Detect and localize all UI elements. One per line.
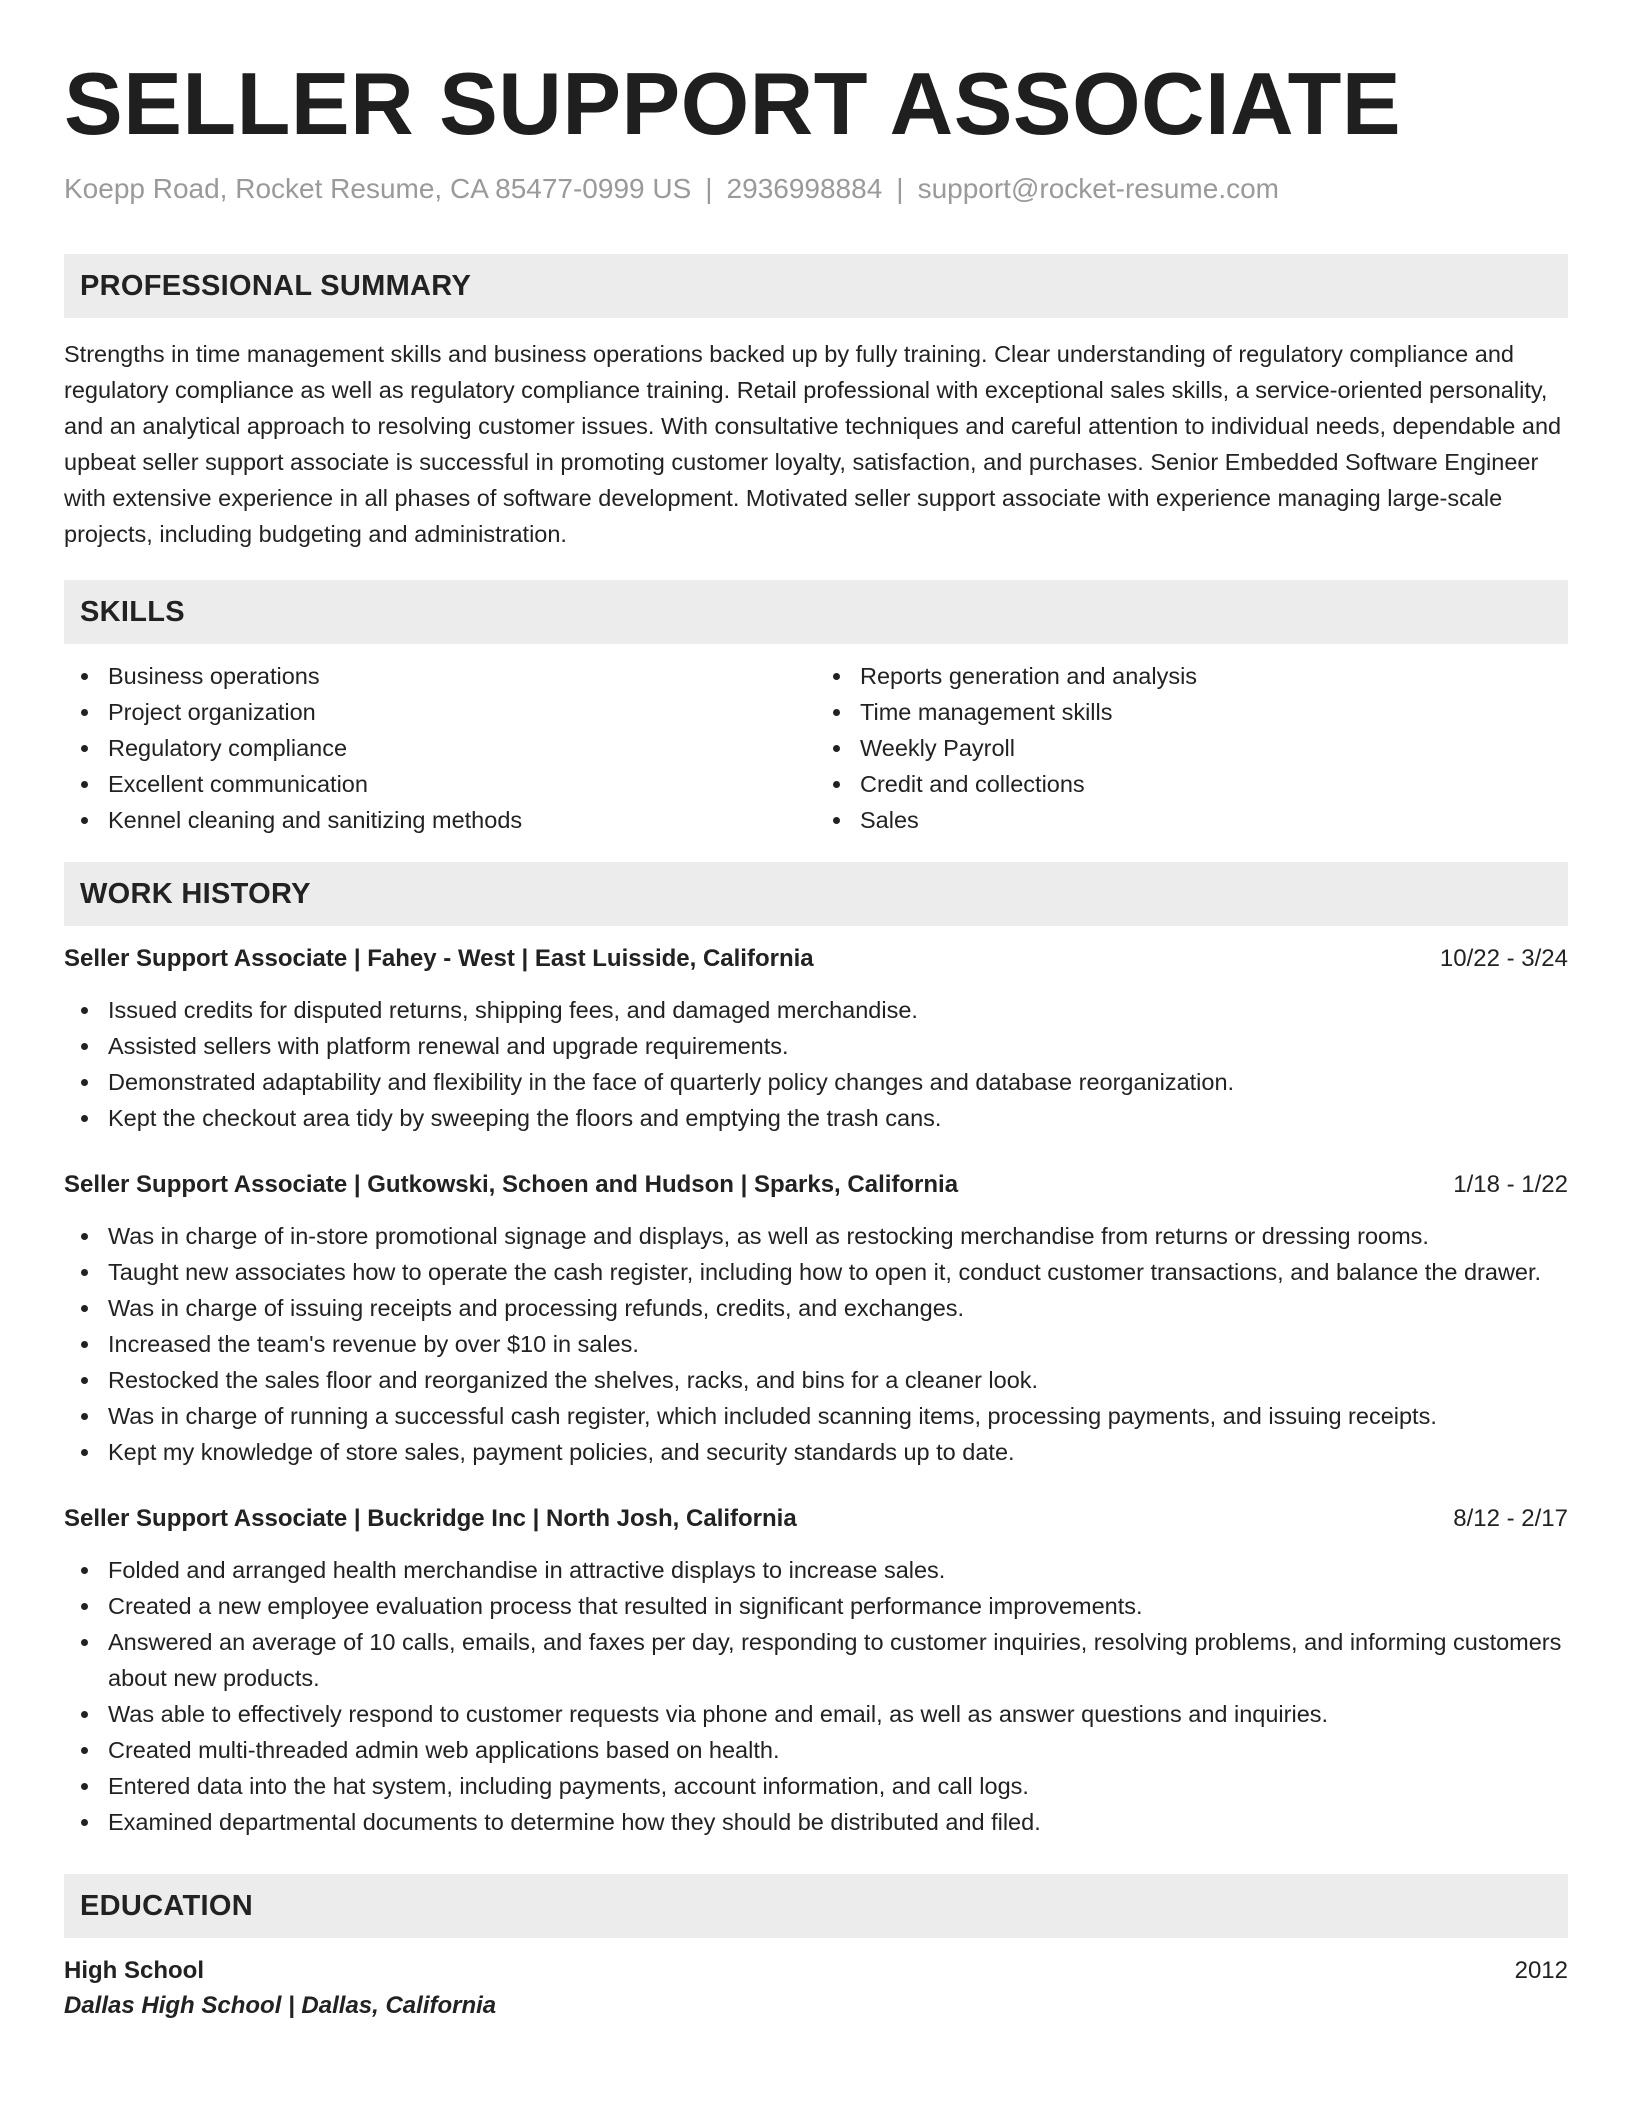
job-header: [64, 942, 1568, 976]
email: support@rocket-resume.com: [917, 173, 1279, 204]
job-bullet: Was in charge of issuing receipts and processing refunds, credits, and exchanges.: [108, 1290, 1568, 1326]
section-heading-education: EDUCATION: [64, 1874, 1568, 1938]
job-bullet: Examined departmental documents to determine how they should be distributed and filed.: [108, 1804, 1568, 1840]
job-entry: [64, 1502, 1568, 1840]
section-heading-work: WORK HISTORY: [64, 862, 1568, 926]
skill-item: Regulatory compliance: [108, 730, 816, 766]
job-title: Seller Support Associate | Gutkowski, Schoen and Hudson | Sparks, California: [64, 1171, 959, 1198]
job-bullet: Restocked the sales floor and reorganized the shelves, racks, and bins for a cleaner look.: [108, 1362, 1568, 1398]
skills-column-left: [64, 658, 816, 838]
skill-item: Reports generation and analysis: [860, 658, 1568, 694]
phone: 2936998884: [726, 173, 883, 204]
education-degree: High School: [64, 1957, 204, 1984]
job-bullet: Taught new associates how to operate the cash register, including how to open it, conduct customer transactions, and balance the drawer.: [108, 1254, 1568, 1290]
job-bullet: Kept my knowledge of store sales, payment policies, and security standards up to date.: [108, 1434, 1568, 1470]
skill-item: Excellent communication: [108, 766, 816, 802]
skills-list: [64, 658, 1568, 838]
job-bullet: Answered an average of 10 calls, emails, and faxes per day, responding to customer inquiries, resolving problems, and informing customers about new products.: [108, 1624, 1568, 1696]
contact-separator: |: [705, 173, 713, 204]
job-dates: 8/12 - 2/17: [1453, 1505, 1568, 1532]
education-year: 2012: [1514, 1957, 1568, 1984]
skills-column-right: [816, 658, 1568, 838]
skill-item: Sales: [860, 802, 1568, 838]
job-dates: 1/18 - 1/22: [1453, 1171, 1568, 1198]
job-header: [64, 1168, 1568, 1202]
skill-item: Credit and collections: [860, 766, 1568, 802]
job-bullet: Assisted sellers with platform renewal and upgrade requirements.: [108, 1028, 1568, 1064]
job-bullet: Was in charge of in-store promotional signage and displays, as well as restocking merchandise from returns or dressing rooms.: [108, 1218, 1568, 1254]
section-heading-summary: PROFESSIONAL SUMMARY: [64, 254, 1568, 318]
job-dates: 10/22 - 3/24: [1439, 945, 1568, 972]
skill-item: Weekly Payroll: [860, 730, 1568, 766]
job-bullet: Issued credits for disputed returns, shipping fees, and damaged merchandise.: [108, 992, 1568, 1028]
skill-item: Business operations: [108, 658, 816, 694]
job-bullet: Demonstrated adaptability and flexibility in the face of quarterly policy changes and database reorganization.: [108, 1064, 1568, 1100]
skill-item: Kennel cleaning and sanitizing methods: [108, 802, 816, 838]
section-heading-skills: SKILLS: [64, 580, 1568, 644]
job-bullet: Was in charge of running a successful cash register, which included scanning items, processing payments, and issuing receipts.: [108, 1398, 1568, 1434]
job-bullets: [64, 992, 1568, 1136]
job-bullet: Folded and arranged health merchandise in attractive displays to increase sales.: [108, 1552, 1568, 1588]
job-header: [64, 1502, 1568, 1536]
job-entry: [64, 1168, 1568, 1470]
job-bullet: Created multi-threaded admin web applications based on health.: [108, 1732, 1568, 1768]
skill-item: Project organization: [108, 694, 816, 730]
job-bullet: Kept the checkout area tidy by sweeping the floors and emptying the trash cans.: [108, 1100, 1568, 1136]
job-title: Seller Support Associate | Fahey - West | East Luisside, California: [64, 945, 814, 972]
skill-item: Time management skills: [860, 694, 1568, 730]
candidate-name: SELLER SUPPORT ASSOCIATE: [64, 54, 1402, 153]
summary-text: Strengths in time management skills and business operations backed up by fully training. Clear understanding of regulatory compliance and regulatory compliance as well as regulatory compliance training. Retail professional with exceptional sales skills, a service-oriented personality, and an analytical approach to resolving customer issues. With consultative techniques and careful attention to individual needs, dependable and upbeat seller support associate is successful in promoting customer loyalty, satisfaction, and purchases. Senior Embedded Software Engineer with extensive experience in all phases of software development. Motivated seller support associate with experience managing large-scale projects, including budgeting and administration.: [64, 341, 1562, 547]
job-bullets: [64, 1218, 1568, 1470]
address: Koepp Road, Rocket Resume, CA 85477-0999 US: [64, 173, 692, 204]
contact-line: [64, 172, 1568, 206]
contact-separator: |: [896, 173, 904, 204]
job-entry: [64, 942, 1568, 1136]
education-header: [64, 1954, 1568, 1988]
job-bullet: Created a new employee evaluation process that resulted in significant performance improvements.: [108, 1588, 1568, 1624]
job-bullet: Increased the team's revenue by over $10 in sales.: [108, 1326, 1568, 1362]
education-entry: [64, 1954, 1568, 2024]
job-bullets: [64, 1552, 1568, 1840]
job-bullet: Entered data into the hat system, including payments, account information, and call logs.: [108, 1768, 1568, 1804]
job-title: Seller Support Associate | Buckridge Inc | North Josh, California: [64, 1505, 797, 1532]
education-school: Dallas High School | Dallas, California: [64, 1992, 497, 2019]
job-bullet: Was able to effectively respond to customer requests via phone and email, as well as answer questions and inquiries.: [108, 1696, 1568, 1732]
